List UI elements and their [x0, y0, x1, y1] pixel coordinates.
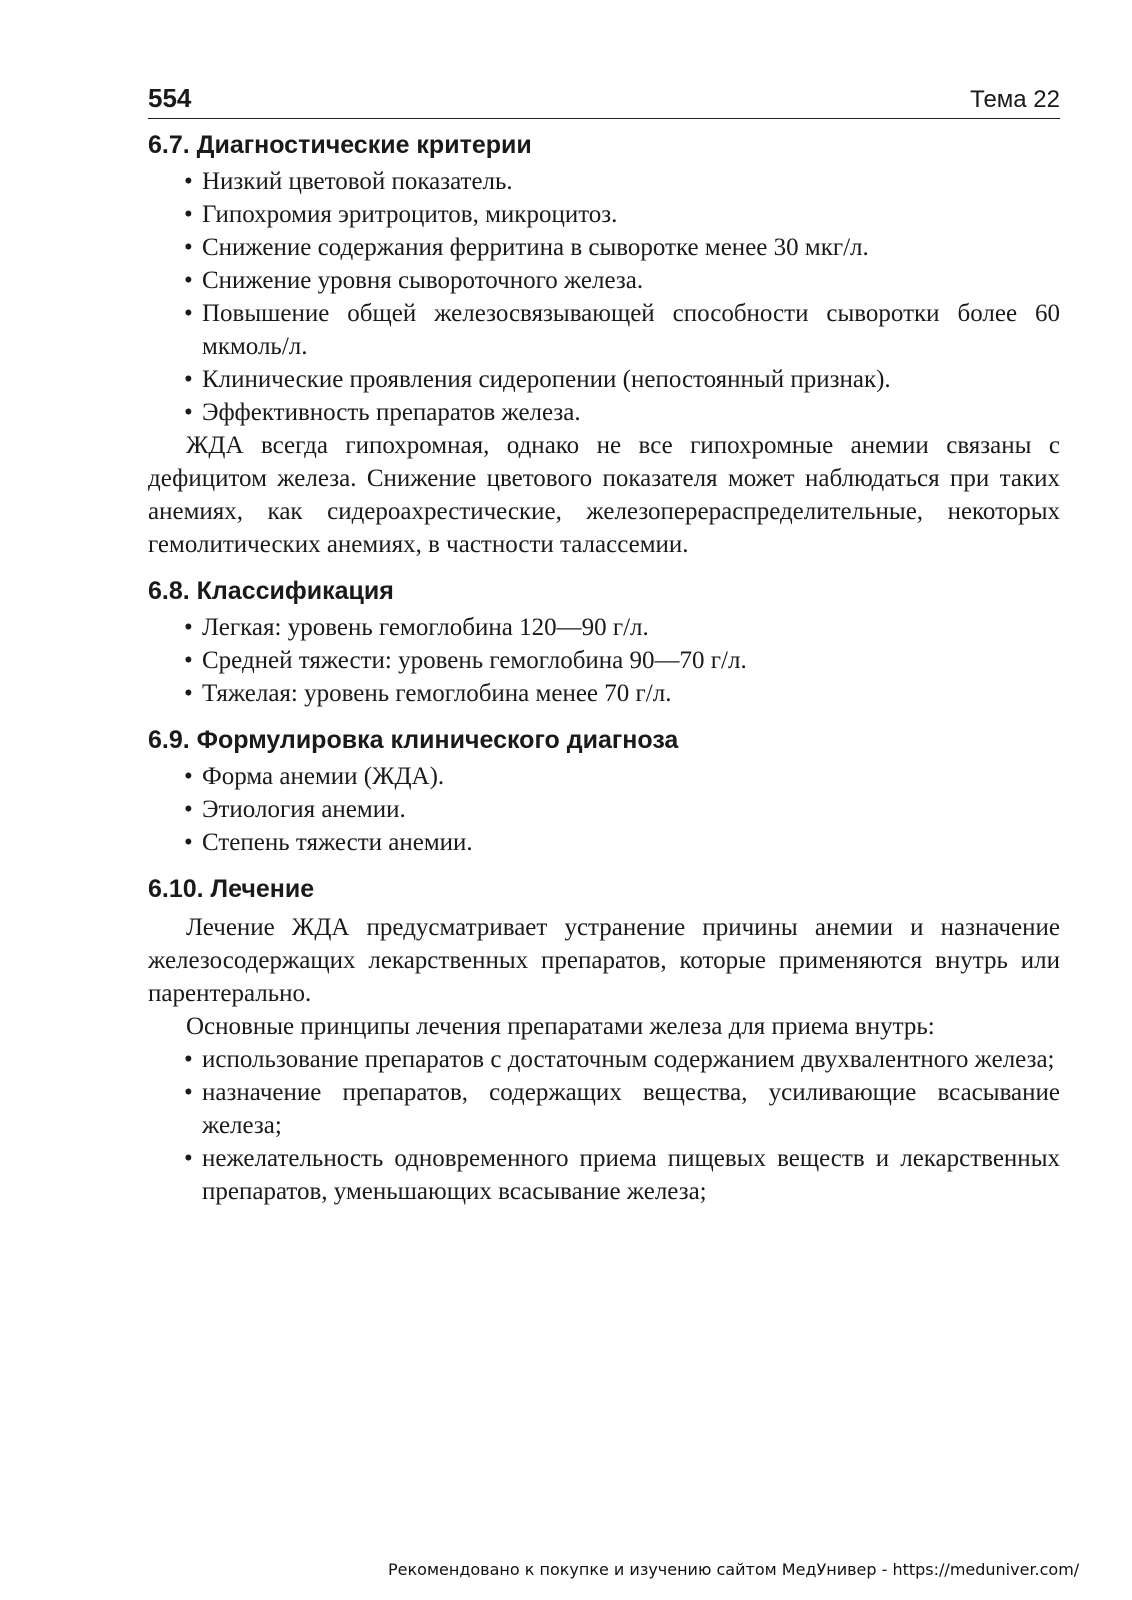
list-item: • назначение препаратов, содержащих вещества, усиливающие всасывание железа; — [184, 1076, 1060, 1142]
section-diagnostic-criteria — [148, 129, 1060, 561]
list-item: • Средней тяжести: уровень гемоглобина 90—70 г/л. — [184, 644, 1060, 677]
section-classification — [148, 575, 1060, 710]
section-diagnosis-formulation — [148, 724, 1060, 859]
list-item: • Степень тяжести анемии. — [184, 826, 1060, 859]
section-title: 6.8. Классификация — [148, 577, 394, 605]
body-paragraph: Лечение ЖДА предусматривает устранение причины анемии и назначение железосодержащих лекарственных препаратов, которые применяются внутрь или парентерально. — [148, 914, 1060, 1007]
list-item: • Легкая: уровень гемоглобина 120—90 г/л. — [184, 611, 1060, 644]
list-item: • Этиология анемии. — [184, 793, 1060, 826]
bullet-list — [148, 611, 1060, 710]
section-treatment — [148, 873, 1060, 1208]
bullet-list — [148, 760, 1060, 859]
list-item: • использование препаратов с достаточным содержанием двухвалентного железа; — [184, 1043, 1060, 1076]
bullet-list — [148, 165, 1060, 429]
list-item: • Повышение общей железосвязывающей способности сыворотки более 60 мкмоль/л. — [184, 297, 1060, 363]
list-item: • Эффективность препаратов железа. — [184, 396, 1060, 429]
list-item: • Клинические проявления сидеропении (непостоянный признак). — [184, 363, 1060, 396]
list-item: • Снижение содержания ферритина в сыворотке менее 30 мкг/л. — [184, 231, 1060, 264]
list-item: • Снижение уровня сывороточного железа. — [184, 264, 1060, 297]
section-title: 6.7. Диагностические критерии — [148, 131, 532, 159]
footer-recommendation: Рекомендовано к покупке и изучению сайтом МедУнивер - https://meduniver.com/ — [388, 1560, 1080, 1579]
list-item: • Низкий цветовой показатель. — [184, 165, 1060, 198]
section-title: 6.10. Лечение — [148, 875, 315, 903]
chapter-label: Тема 22 — [970, 86, 1060, 113]
list-item: • Форма анемии (ЖДА). — [184, 760, 1060, 793]
section-title: 6.9. Формулировка клинического диагноза — [148, 726, 679, 754]
body-paragraph: Основные принципы лечения препаратами железа для приема внутрь: — [186, 1013, 935, 1040]
list-item: • Тяжелая: уровень гемоглобина менее 70 г/л. — [184, 677, 1060, 710]
running-head — [148, 84, 1060, 119]
body-paragraph: ЖДА всегда гипохромная, однако не все гипохромные анемии связаны с дефицитом железа. Снижение цветового показателя может наблюдаться при таких анемиях, как сидероахрестические, железоперераспределительные, некоторых гемолитических анемиях, в частности талассемии. — [148, 432, 1060, 558]
book-page — [148, 84, 1060, 1208]
list-item: • нежелательность одновременного приема пищевых веществ и лекарственных препаратов, уменьшающих всасывание железа; — [184, 1142, 1060, 1208]
list-item: • Гипохромия эритроцитов, микроцитоз. — [184, 198, 1060, 231]
page-number: 554 — [148, 83, 192, 113]
bullet-list — [148, 1043, 1060, 1208]
